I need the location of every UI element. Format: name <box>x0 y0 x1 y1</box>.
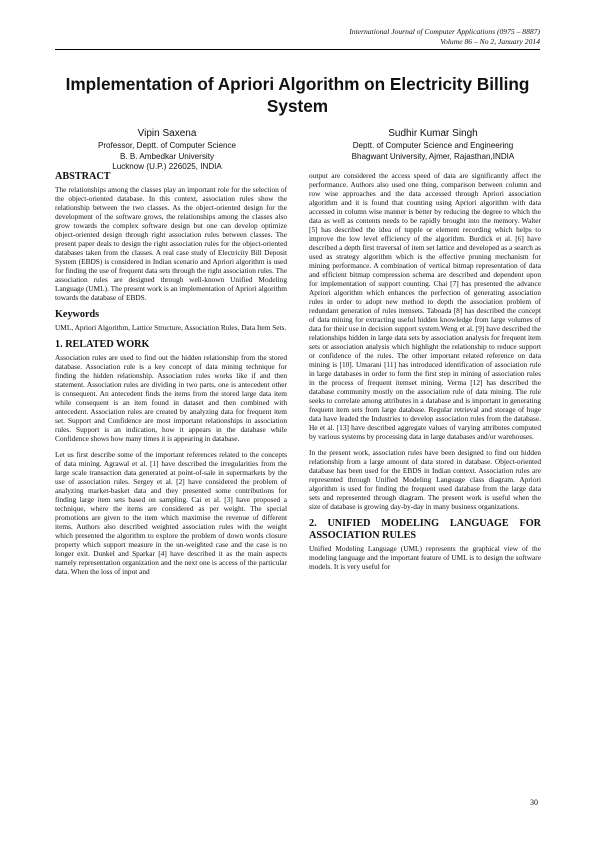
section-1-paragraph: output are considered the access speed of data are significantly affect the performance. Authors also used one thing, comparison between column and row wise approaches and the data accessed through Apriori association algorithm and it is found that counting using Apriori algorithm with data accessed in column wise manner is better by reducing the degree to which the data as well as contents needs to be rapidly brought into the memory. Walter [5] has described the idea of tupple or element recording which helps to improve the low level efficiency of the algorithm. Burdick et al. [6] have described a depth first traversal of item set lattice and developed as a search as used as strategy algorithm which is the effective pruning mechanism for mining performance. A combination of vertical bitmap representation of data and efficient bitmap compression schema are described and dependent upon for implementation of support counting. Chai [7] has presented the advance Apriori algorithm which enhances the perfection of generating association rules in order to adopt new method to depth the association problem of redundant generation of rules itemsets. Taboada [8] has described the concept of data mining for extracting useful hidden knowledge from large volumes of data for their use in decision support system.Weng et al. [9] have described the relationships hidden in large data sets by association analysis for frequent item sets or association analysis which highlight the relationship to reduce support or confidence of the rules. The other important related reference on data mining is [10]. Umarani [11] has introduced identification of association rule in large databases in order to form the first step in mining of association rules in the process of frequent itemset mining. Verma [12] has described the database community mostly on the association rule of data mining. The rule seeks to correlate among attributes in a database and is important in generating frequent item sets from large database. Regular retrieval and storage of huge data have leaded the Industries to develop association rules from the database. He et al. [13] have described aggregate values of varying attributes computed by various systems by processing data in large databases and/or warehouses. <box>309 171 541 441</box>
author-name: Sudhir Kumar Singh <box>388 128 478 139</box>
author-block-2 <box>318 127 548 162</box>
author-place: Lucknow (U.P.) 226025, INDIA <box>112 162 222 172</box>
author-block-1 <box>62 127 272 173</box>
author-dept: Professor, Deptt. of Computer Science <box>97 141 237 150</box>
journal-header <box>349 27 540 46</box>
author-dept: Deptt. of Computer Science and Engineering <box>352 141 514 150</box>
author-name: Vipin Saxena <box>137 128 197 139</box>
keywords-heading: Keywords <box>55 309 100 320</box>
header-rule <box>55 49 540 50</box>
page-title: Implementation of Apriori Algorithm on Electricity Billing System <box>65 74 530 116</box>
section-1-paragraph: In the present work, association rules have been designed to find out hidden relationship from a large amount of data stored in database. Object-oriented database has been used for the EBDS in Indian context. Association rules are represented through Unified Modeling Language class diagram. Apriori algorithm is used for finding the frequent used database from the large data sets and represented through diagram. The present work is useful when the size of database is growing day-by-day in many business organizations. <box>309 448 541 511</box>
section-2-paragraph: Unified Modeling Language (UML) represents the graphical view of the modeling language and the important feature of UML is to design the software models. It is very useful for <box>309 544 541 571</box>
left-column <box>55 171 287 583</box>
right-column <box>309 171 541 578</box>
keywords-text: UML, Apriori Algorithm, Lattice Structure, Association Rules, Data Item Sets. <box>55 323 287 332</box>
section-1-heading: 1. RELATED WORK <box>55 339 150 350</box>
journal-name: International Journal of Computer Applications (0975 – 8887) <box>349 27 540 36</box>
section-1-paragraph: Let us first describe some of the important references related to the concepts of data mining. Agrawal et al. [1] have described the irregularities from the large scale transaction data generated at point-of-sale in supermarkets by the use of association rules. Sergey et al. [2] have considered the problem of analyzing market-basket data and they presented some contributions for finding large item sets based on sampling. Cai et al. [3] have proposed a technique, where the items are considered as per weight. The special promotions are given to the item which maximise the revenue of different items. Authors also described weighted association rules with the weight which presented the algorithm to explore the problem of down words closure property which support measure in the un-weighted case and the case is no longer exit. Dunkel and Sparkar [4] have described it as the main aspects namely representation organization and the next one is access of the particular data. When the loss of input and <box>55 450 287 576</box>
abstract-text: The relationships among the classes play an important role for the selection of the object-oriented database. In this context, association rules show the relationship between the two classes. As the object-oriented design for the development of the software grows, the relationships among the classes also grow towards the complex software design but one can develop optimize object-oriented design through right association rules between classes. The present paper deals to design the right association rules for the object-oriented databases taken from the classes. A real case study of Electricity Bill Deposit System (EBDS) is considered in Indian scenario and Apriori algorithm is used for finding the use of frequent data sets through the right association rules. The association rules are designed through well-known Unified Modeling Language (UML). The present work is an implementation of Apriori algorithm towards the database of EBDS. <box>55 185 287 302</box>
abstract-heading: ABSTRACT <box>55 171 111 182</box>
page-number: 30 <box>530 798 538 807</box>
section-1-paragraph: Association rules are used to find out the hidden relationship from the stored database. Association rule is a key concept of data mining technique for finding the hidden relationship. Association rules works like if and then statement. Association rules are dividing in two parts, one is antecedent other is consequent. An antecedent finds the items from the stored large data item while consequent is an item found in dataset and then combined with antecedent. Association rules are created by analyzing data for frequent item set. Support and Confidence are most important relationships in association rules. Support is an indication, how it appears in the database while Confidence shows how many times it is appearing in database. <box>55 353 287 443</box>
author-org: B. B. Ambedkar University <box>119 151 214 161</box>
journal-volume: Volume 86 – No 2, January 2014 <box>440 36 540 46</box>
author-org: Bhagwant University, Ajmer, Rajasthan,INDIA <box>351 151 515 161</box>
section-2-heading: 2. UNIFIED MODELING LANGUAGE FOR ASSOCIATION RULES <box>309 518 541 541</box>
